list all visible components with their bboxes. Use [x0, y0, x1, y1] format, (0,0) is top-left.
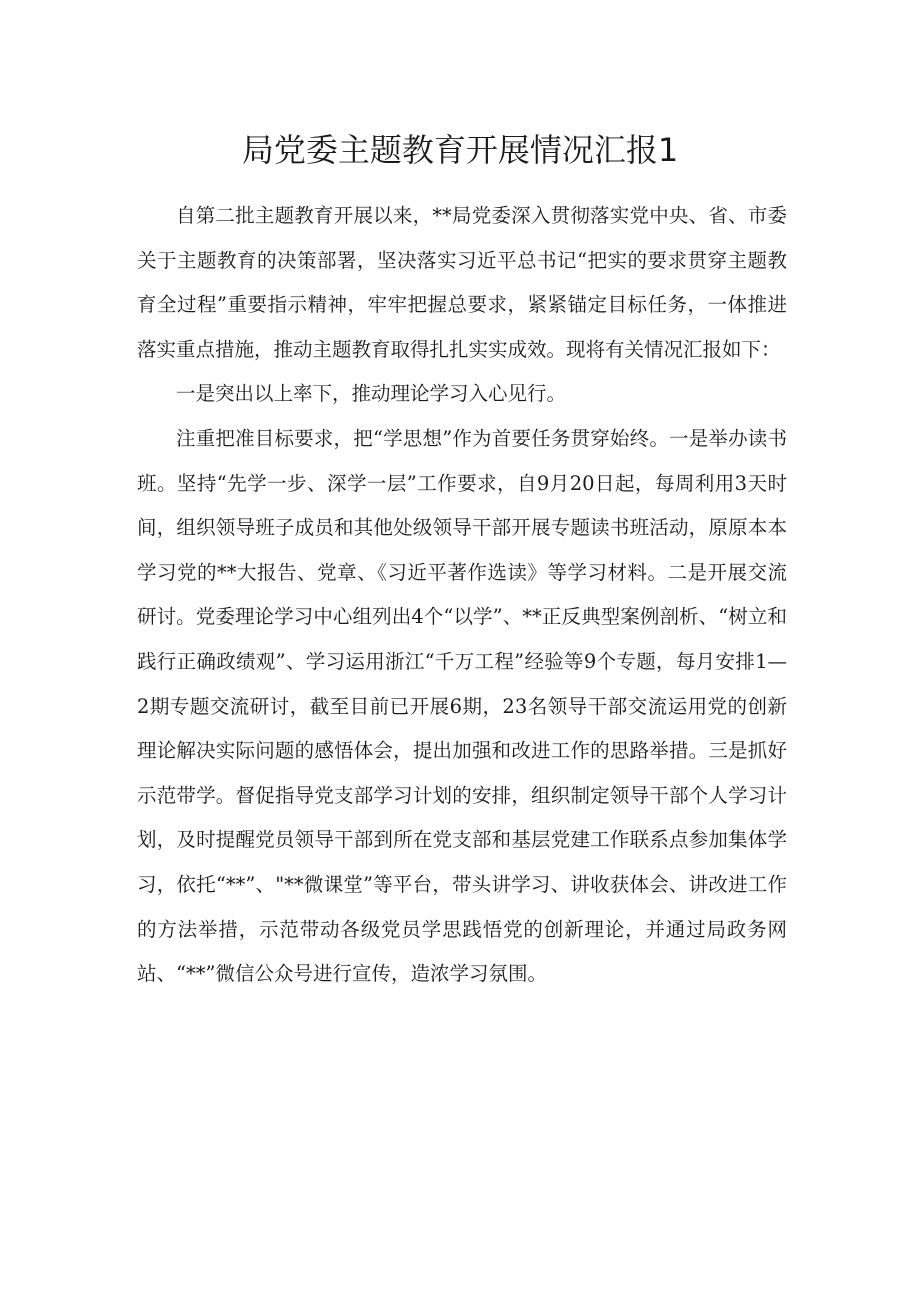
intro-paragraph: 自第二批主题教育开展以来，**局党委深入贯彻落实党中央、省、市委关于主题教育的决策部署，坚决落实习近平总书记“把实的要求贯穿主题教育全过程”重要指示精神，牢牢把握总要求，紧紧锚定目标任务，一体推进落实重点措施，推动主题教育取得扎扎实实成效。现将有关情况汇报如下：	[137, 204, 787, 361]
document-body	[137, 194, 787, 997]
section-heading: 一是突出以上率下，推动理论学习入心见行。	[176, 382, 567, 406]
body-paragraph: 注重把准目标要求，把“学思想”作为首要任务贯穿始终。一是举办读书班。坚持“先学一步、深学一层”工作要求，自9月20日起，每周利用3天时间，组织领导班子成员和其他处级领导干部开展专题读书班活动，原原本本学习党的**大报告、党章、《习近平著作选读》等学习材料。二是开展交流研讨。党委理论学习中心组列出4个“以学”、**正反典型案例剖析、“树立和践行正确政绩观”、学习运用浙江“千万工程”经验等9个专题，每月安排1—2期专题交流研讨，截至目前已开展6期，23名领导干部交流运用党的创新理论解决实际问题的感悟体会，提出加强和改进工作的思路举措。三是抓好示范带学。督促指导党支部学习计划的安排，组织制定领导干部个人学习计划，及时提醒党员领导干部到所在党支部和基层党建工作联系点参加集体学习，依托“**”、"**微课堂”等平台，带头讲学习、讲收获体会、讲改进工作的方法举措，示范带动各级党员学思践悟党的创新理论，并通过局政务网站、“**”微信公众号进行宣传，造浓学习氛围。	[137, 426, 787, 986]
document-title: 局党委主题教育开展情况汇报1	[241, 131, 679, 169]
